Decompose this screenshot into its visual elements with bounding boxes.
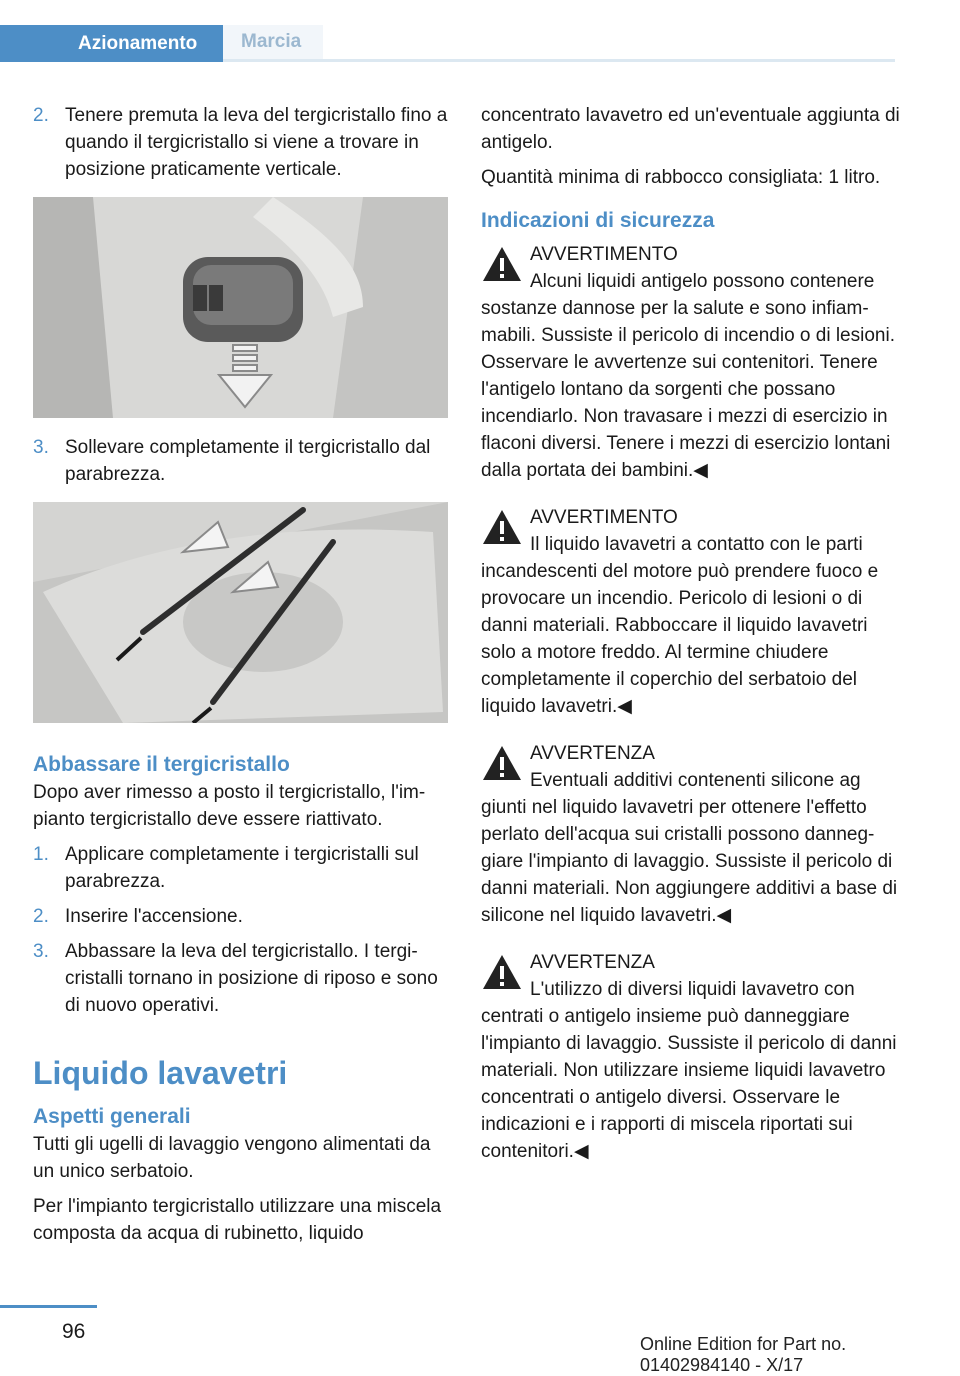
general-paragraph-1: Tutti gli ugelli di lavaggio vengono alimentati da un unico serbatoio.: [33, 1134, 431, 1182]
step-number: 2.: [33, 105, 49, 126]
warning-title: AVVERTENZA: [530, 743, 655, 764]
warning-triangle-icon: [481, 245, 523, 283]
figure-wiper-lever: [33, 197, 448, 418]
warning-triangle-icon: [481, 953, 523, 991]
warning-triangle-icon: [481, 744, 523, 782]
page-number: 96: [62, 1320, 86, 1343]
step-text: Abbassare la leva del tergicristallo. I tergicristalli tornano in posizione di riposo e sono di nuovo operativi.: [65, 941, 438, 1016]
section-title: Liquido lavavetri: [33, 1055, 288, 1091]
lower-step-3: [33, 938, 448, 1019]
edition-note: Online Edition for Part no. 01402984140 - X/17: [640, 1334, 847, 1375]
chapter-tabs: [0, 25, 895, 63]
lower-step-2: [33, 903, 448, 930]
figure-wiper-raised: [33, 502, 448, 723]
warning-title: AVVERTENZA: [530, 952, 655, 973]
step-number: 2.: [33, 906, 49, 927]
warning-block-2: [481, 504, 901, 720]
step-text: Inserire l'accensione.: [65, 906, 243, 927]
warning-title: AVVERTIMENTO: [530, 244, 678, 265]
step-number: 1.: [33, 844, 49, 865]
step-number: 3.: [33, 437, 49, 458]
warning-block-4: [481, 949, 901, 1165]
warning-triangle-icon: [481, 508, 523, 546]
continued-paragraph: concentrato lavavetro ed un'eventuale aggiunta di antigelo.: [481, 105, 900, 153]
warning-text: centrati o antigelo insieme può danneggiare l'impianto di lavaggio. Sussiste il pericolo di danni materiali. Non utilizzare insieme liquidi lavavetro concentrati o antigelo diversi. Osservare le indicazioni e i rapporti di miscela riportati sui contenitori.◀: [481, 1006, 897, 1162]
lower-step-1: [33, 841, 448, 895]
footer-rule: [0, 1305, 97, 1308]
warning-first-line: Alcuni liquidi antigelo possono contenere: [530, 271, 875, 292]
tab-azionamento[interactable]: [0, 25, 223, 62]
warning-text: sostanze dannose per la salute e sono infiammabili. Sussiste il pericolo di incendio o di lesioni. Osservare le avvertenze sui contenitori. Tenere l'antigelo lontano da sorgenti che possano incendiarlo. Non travasare i mezzi di esercizio in flaconi diversi. Tenere i mezzi di esercizio lontani dalla portata dei bambini.◀: [481, 298, 895, 481]
tab-marcia[interactable]: Marcia: [223, 25, 323, 59]
step-text: Tenere premuta la leva del tergicristallo fino a quando il tergicristallo si viene a trovare in posizione praticamente verticale.: [65, 105, 448, 180]
heading-safety: Indicazioni di sicurezza: [481, 209, 715, 232]
left-column: [33, 102, 448, 1255]
quantity-paragraph: Quantità minima di rabbocco consigliata: 1 litro.: [481, 167, 881, 188]
heading-lower-wiper: Abbassare il tergicristallo: [33, 753, 290, 776]
warning-text: incandescenti del motore può prendere fuoco e provocare un incendio. Pericolo di lesioni o di danni materiali. Rabboccare il liquido lavavetri solo a motore freddo. Al termine chiudere completamente il coperchio del serbatoio del liquido lavavetri.◀: [481, 561, 879, 717]
warning-first-line: L'utilizzo di diversi liquidi lavavetro con: [530, 979, 855, 1000]
lower-intro: Dopo aver rimesso a posto il tergicristallo, l'impianto tergicristallo deve essere riattivato.: [33, 782, 426, 830]
tab-azionamento-label: Azionamento: [78, 33, 198, 54]
step-2: [33, 102, 448, 183]
warning-block-3: [481, 740, 901, 929]
step-number: 3.: [33, 941, 49, 962]
warning-first-line: Il liquido lavavetri a contatto con le parti: [530, 534, 863, 555]
step-text: Sollevare completamente il tergicristallo dal parabrezza.: [65, 437, 431, 485]
step-3: [33, 434, 448, 488]
warning-title: AVVERTIMENTO: [530, 507, 678, 528]
heading-general: Aspetti generali: [33, 1105, 191, 1128]
step-text: Applicare completamente i tergicristalli sul parabrezza.: [65, 844, 419, 892]
general-paragraph-2: Per l'impianto tergicristallo utilizzare una miscela composta da acqua di rubinetto, liquido: [33, 1196, 442, 1244]
warning-first-line: Eventuali additivi contenenti silicone ag: [530, 770, 861, 791]
warning-block-1: [481, 241, 901, 484]
warning-text: giunti nel liquido lavavetri per ottenere l'effetto perlato dell'acqua sui cristalli possono danneggiare l'impianto di lavaggio. Sussiste il pericolo di danni materiali. Non aggiungere additivi a base di silicone nel liquido lavavetri.◀: [481, 797, 898, 926]
right-column: [481, 102, 901, 1185]
